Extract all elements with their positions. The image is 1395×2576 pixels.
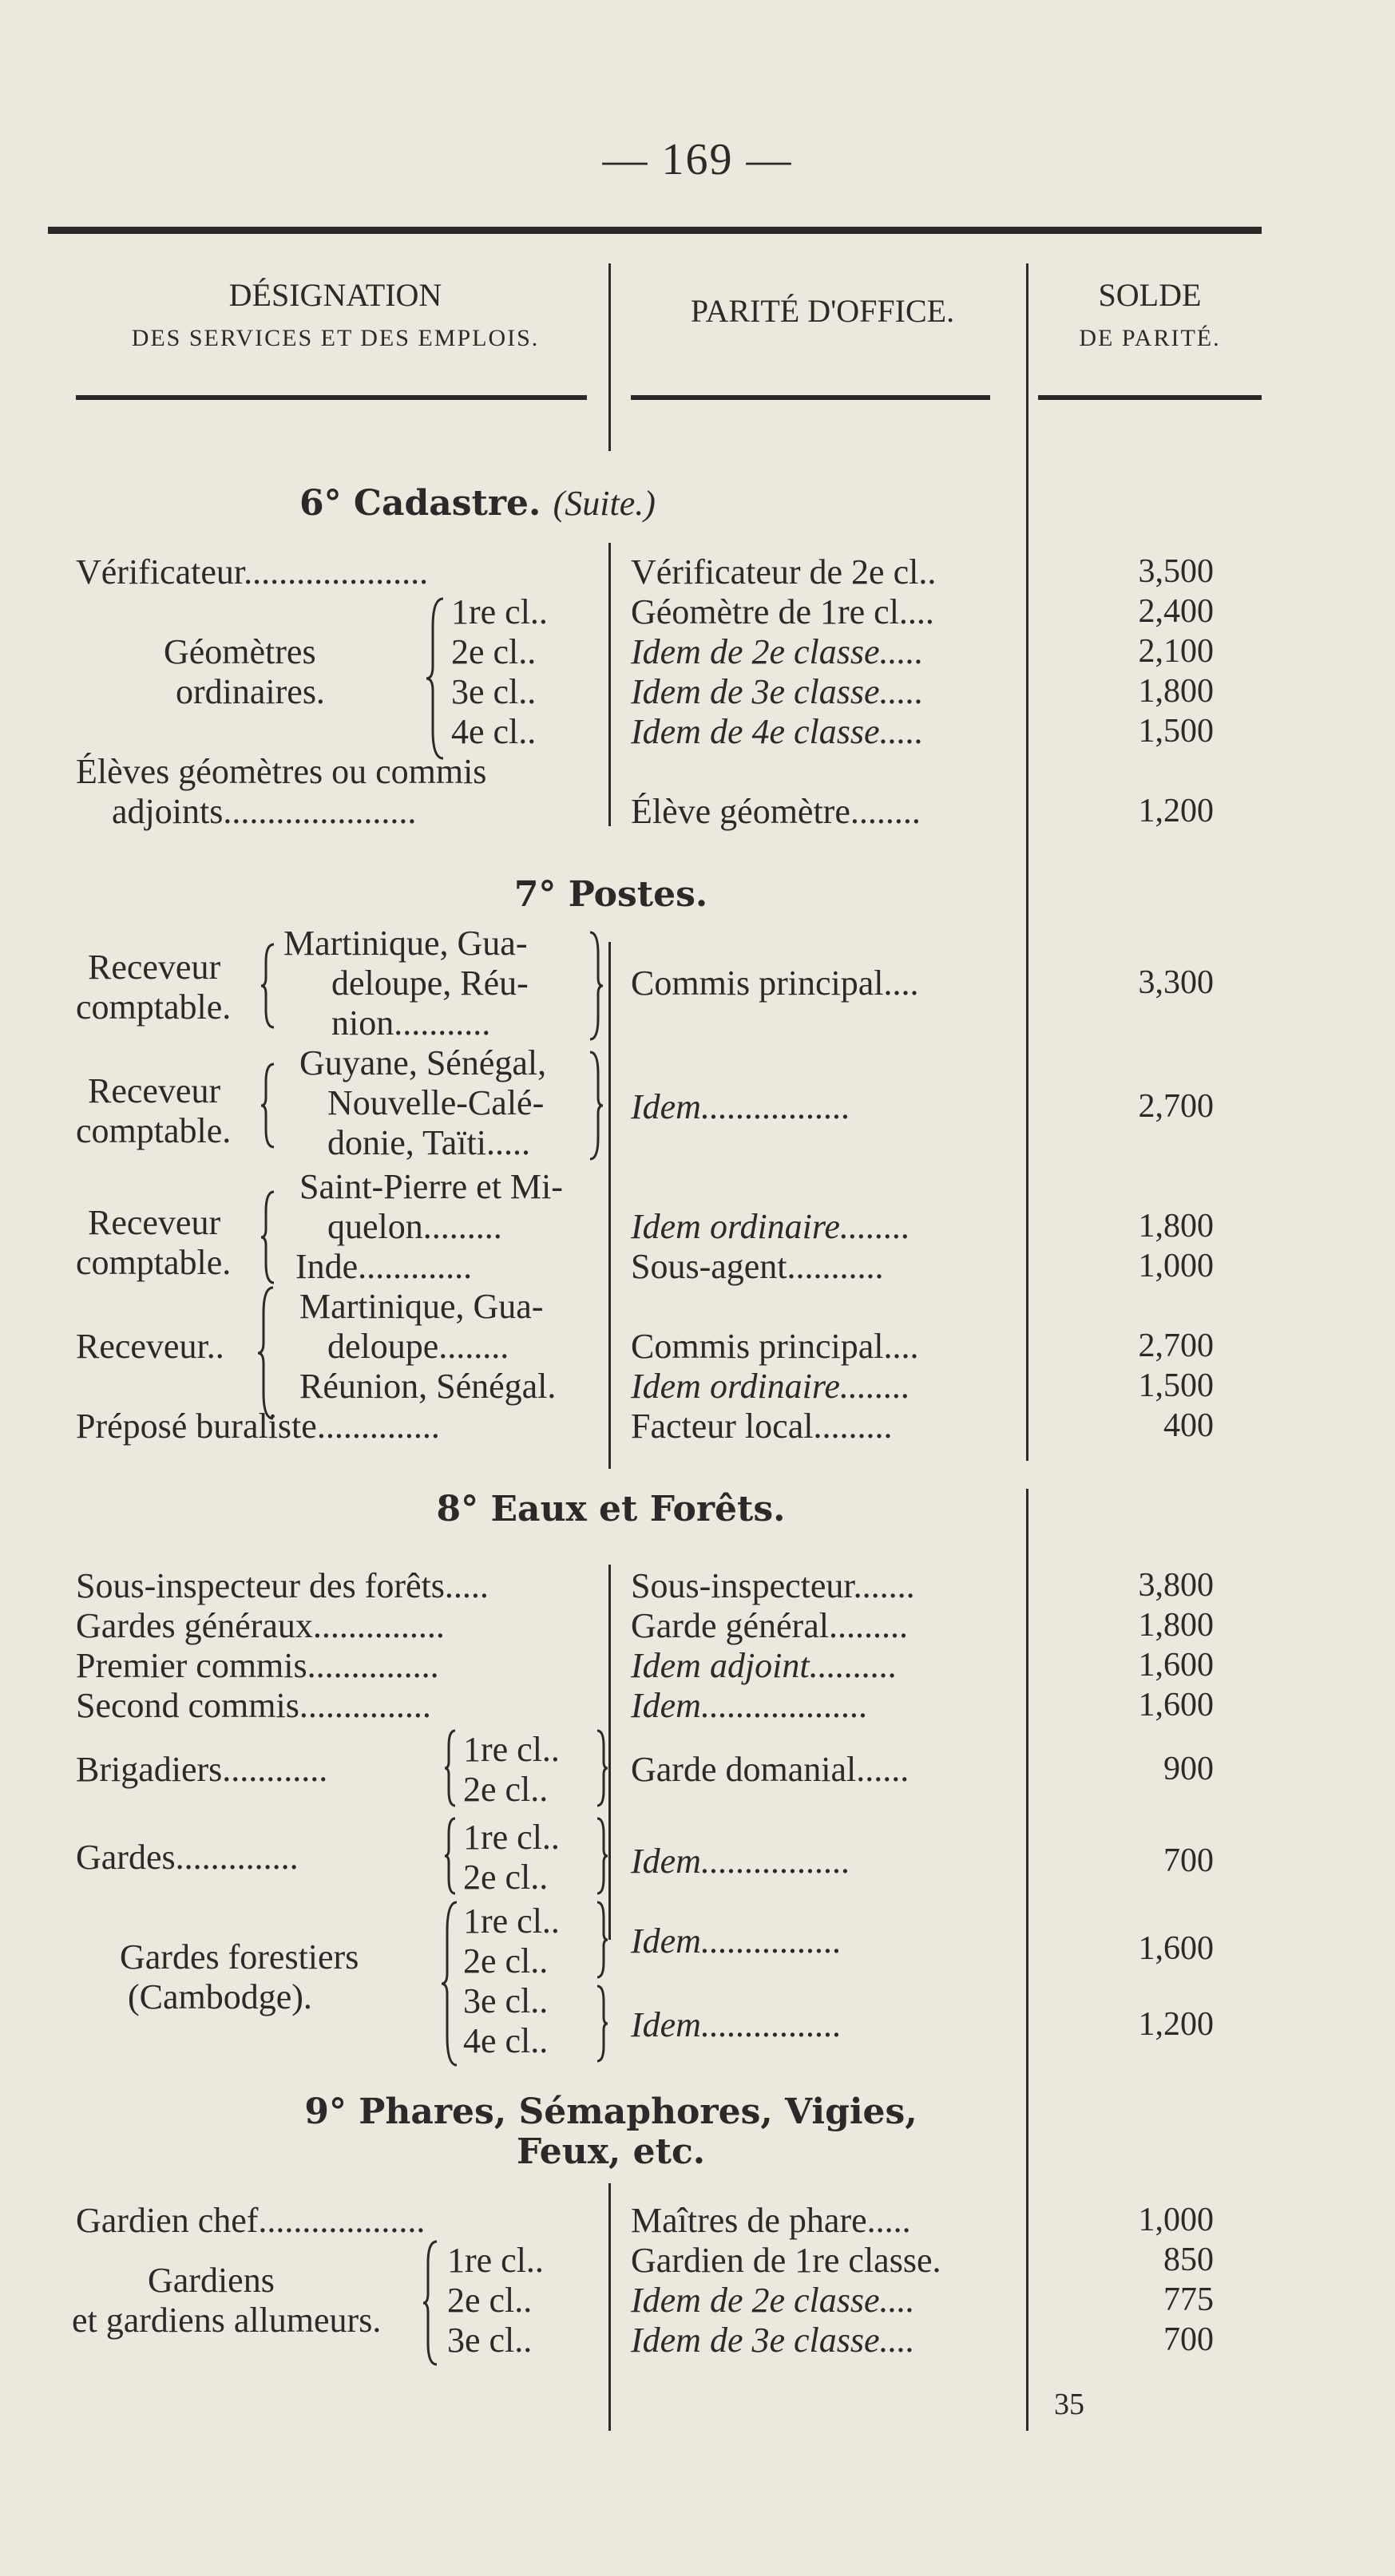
gardien-chef-parite: Maîtres de phare..... xyxy=(631,2201,911,2240)
label-ordinaires: ordinaires. xyxy=(176,672,325,711)
geo-cl3: 3e cl.. xyxy=(451,672,537,711)
rc-c-loc3: Inde............. xyxy=(295,1247,473,1286)
header-rule-2 xyxy=(631,395,990,400)
row-eleves-line2: adjoints...................... xyxy=(112,792,417,831)
value-prepose: 400 xyxy=(1163,1407,1214,1444)
brace-rc-c xyxy=(260,1189,277,1285)
geo3-parite: Idem de 3e classe..... xyxy=(631,672,924,711)
gardes-cl1: 1re cl.. xyxy=(463,1818,560,1857)
value-geo1: 2,400 xyxy=(1138,593,1214,630)
gardiens-cl1: 1re cl.. xyxy=(447,2241,544,2280)
rc-a-loc2: deloupe, Réu- xyxy=(331,964,529,1003)
section-8-title: 8° Eaux et Forêts. xyxy=(436,1489,786,1529)
value-brigadiers: 900 xyxy=(1163,1751,1214,1787)
geo2-parite: Idem de 2e classe..... xyxy=(631,632,924,671)
row-brigadiers: Brigadiers............ xyxy=(76,1750,328,1789)
value-geo4: 1,500 xyxy=(1138,713,1214,750)
gardes-generaux-parite: Garde général......... xyxy=(631,1606,908,1645)
page-number: — 169 — xyxy=(602,135,793,184)
rec-parite1: Commis principal.... xyxy=(631,1327,919,1366)
section-6-name: 6° Cadastre. xyxy=(299,483,541,524)
geo4-parite: Idem de 4e classe..... xyxy=(631,712,924,751)
value-rc-b: 2,700 xyxy=(1138,1088,1214,1125)
brace-gf xyxy=(439,1900,460,2068)
rc-a-parite: Commis principal.... xyxy=(631,964,919,1003)
value-gardes-generaux: 1,800 xyxy=(1138,1607,1214,1644)
row-verificateur: Vérificateur..................... xyxy=(76,552,429,592)
header-designation xyxy=(80,275,591,355)
second-commis-parite: Idem................... xyxy=(631,1686,868,1725)
row-premier-commis: Premier commis............... xyxy=(76,1646,439,1685)
geo1-parite: Géomètre de 1re cl.... xyxy=(631,592,934,631)
row-eleves-line1: Élèves géomètres ou commis xyxy=(76,752,487,791)
gf-label2: (Cambodge). xyxy=(128,1977,312,2016)
brace-rc-a xyxy=(260,942,277,1030)
value-rec1: 2,700 xyxy=(1138,1328,1214,1364)
section-6-title xyxy=(299,483,656,524)
prepose-parite: Facteur local......... xyxy=(631,1407,893,1446)
header-solde-line1: SOLDE xyxy=(1098,277,1202,313)
rc-b-label2: comptable. xyxy=(76,1111,232,1150)
row-prepose: Préposé buraliste.............. xyxy=(76,1407,440,1446)
header-solde xyxy=(1030,275,1270,355)
gardien1-parite: Gardien de 1re classe. xyxy=(631,2241,941,2280)
header-designation-line1: DÉSIGNATION xyxy=(228,277,442,313)
value-gardien2: 775 xyxy=(1163,2281,1214,2318)
row-gardien-chef: Gardien chef................... xyxy=(76,2201,426,2240)
gf-cl4: 4e cl.. xyxy=(463,2021,549,2060)
brace-geometres xyxy=(423,595,447,762)
gardiens-label1: Gardiens xyxy=(148,2261,275,2300)
eleves-parite: Élève géomètre........ xyxy=(631,792,921,831)
col-sep-1e xyxy=(608,2183,611,2431)
header-parite: PARITÉ D'OFFICE. xyxy=(690,293,955,329)
rc-c-parite2: Sous-agent........... xyxy=(631,1247,884,1286)
rc-b-loc2: Nouvelle-Calé- xyxy=(327,1083,545,1122)
rc-b-loc1: Guyane, Sénégal, xyxy=(299,1043,547,1082)
rc-c-label1: Receveur xyxy=(88,1203,221,1242)
brace-brigadiers-right xyxy=(595,1728,609,1808)
gf-cl1: 1re cl.. xyxy=(463,1901,560,1941)
col-sep-1a xyxy=(608,263,611,451)
brace-rc-b-right xyxy=(587,1050,604,1161)
rc-a-loc3: nion........... xyxy=(331,1003,491,1043)
rec-label: Receveur.. xyxy=(76,1327,224,1366)
header-solde-line2: DE PARITÉ. xyxy=(1079,325,1221,351)
gardiens-cl3: 3e cl.. xyxy=(447,2321,533,2360)
value-gardes: 700 xyxy=(1163,1842,1214,1879)
row-verificateur-parite: Vérificateur de 2e cl.. xyxy=(631,552,937,592)
section-6-suffix: (Suite.) xyxy=(553,484,656,523)
value-rc-c1: 1,800 xyxy=(1138,1208,1214,1244)
premier-commis-parite xyxy=(631,1648,898,1684)
rc-c-loc1: Saint-Pierre et Mi- xyxy=(299,1167,563,1206)
brace-rc-b xyxy=(260,1062,277,1150)
row-sous-inspecteur: Sous-inspecteur des forêts..... xyxy=(76,1566,489,1605)
value-gardien-chef: 1,000 xyxy=(1138,2202,1214,2238)
row-second-commis: Second commis............... xyxy=(76,1686,431,1725)
section-9-title-line2: Feux, etc. xyxy=(516,2131,706,2172)
row-gardes-generaux: Gardes généraux............... xyxy=(76,1606,445,1645)
gardiens-cl2: 2e cl.. xyxy=(447,2281,533,2320)
rc-c-parite1: Idem ordinaire........ xyxy=(631,1207,910,1246)
header-rule-1 xyxy=(76,395,587,400)
value-rc-a: 3,300 xyxy=(1138,964,1214,1001)
gardien2-parite: Idem de 2e classe.... xyxy=(631,2281,915,2320)
row-gardes: Gardes.............. xyxy=(76,1838,299,1877)
value-gardien3: 700 xyxy=(1163,2321,1214,2358)
value-verificateur: 3,500 xyxy=(1138,553,1214,590)
premier-commis-parite-text: Idem adjoint.......... xyxy=(631,1646,898,1685)
brig-cl1: 1re cl.. xyxy=(463,1730,560,1769)
gf-parite1: Idem................ xyxy=(631,1921,842,1961)
gardien3-parite: Idem de 3e classe.... xyxy=(631,2321,915,2360)
rec-loc1: Martinique, Gua- xyxy=(299,1287,544,1326)
rc-b-parite: Idem................. xyxy=(631,1087,850,1126)
value-eleve: 1,200 xyxy=(1138,793,1214,829)
brace-brigadiers xyxy=(443,1728,458,1808)
brace-rec xyxy=(256,1285,278,1421)
rc-b-label1: Receveur xyxy=(88,1071,221,1110)
value-gardien1: 850 xyxy=(1163,2242,1214,2278)
value-sous-inspecteur: 3,800 xyxy=(1138,1567,1214,1604)
value-gf1: 1,600 xyxy=(1138,1930,1214,1967)
header-rule-3 xyxy=(1038,395,1262,400)
brace-rc-a-right xyxy=(587,930,604,1042)
gf-parite2: Idem................ xyxy=(631,2005,842,2044)
value-premier-commis: 1,600 xyxy=(1138,1647,1214,1684)
brig-cl2: 2e cl.. xyxy=(463,1770,549,1809)
gf-cl3: 3e cl.. xyxy=(463,1981,549,2020)
value-second-commis: 1,600 xyxy=(1138,1687,1214,1723)
brace-gardes xyxy=(443,1816,458,1896)
rc-b-loc3: donie, Taïti..... xyxy=(327,1123,530,1162)
value-geo2: 2,100 xyxy=(1138,633,1214,670)
gardes-cl2: 2e cl.. xyxy=(463,1858,549,1897)
gf-label1: Gardes forestiers xyxy=(120,1937,359,1977)
gf-cl2: 2e cl.. xyxy=(463,1941,549,1980)
brace-gardiens xyxy=(421,2239,440,2367)
brace-gardes-right xyxy=(595,1816,609,1896)
geo-cl1: 1re cl.. xyxy=(451,592,548,631)
rc-a-label2: comptable. xyxy=(76,987,232,1027)
col-sep-1b xyxy=(608,543,611,826)
footer-mark: 35 xyxy=(1054,2388,1084,2421)
rc-a-label1: Receveur xyxy=(88,948,221,987)
header-designation-line2: DES SERVICES ET DES EMPLOIS. xyxy=(131,325,540,351)
brace-gf-right2 xyxy=(595,1984,609,2064)
rc-c-loc2: quelon......... xyxy=(327,1207,502,1246)
brigadiers-parite: Garde domanial...... xyxy=(631,1750,910,1789)
value-geo3: 1,800 xyxy=(1138,673,1214,710)
rec-loc3: Réunion, Sénégal. xyxy=(299,1367,557,1406)
label-geometres: Géomètres xyxy=(164,632,316,671)
rec-parite2: Idem ordinaire........ xyxy=(631,1367,910,1406)
value-rc-c2: 1,000 xyxy=(1138,1248,1214,1284)
sous-inspecteur-parite: Sous-inspecteur....... xyxy=(631,1566,915,1605)
geo-cl4: 4e cl.. xyxy=(451,712,537,751)
col-sep-1c xyxy=(608,942,611,1469)
top-rule xyxy=(48,227,1262,234)
gardes-parite: Idem................. xyxy=(631,1842,850,1881)
rc-c-label2: comptable. xyxy=(76,1243,232,1282)
gardiens-label2: et gardiens allumeurs. xyxy=(72,2301,382,2340)
geo-cl2: 2e cl.. xyxy=(451,632,537,671)
rec-loc2: deloupe........ xyxy=(327,1327,509,1366)
section-9-title-line1: 9° Phares, Sémaphores, Vigies, xyxy=(304,2091,917,2132)
section-7-title: 7° Postes. xyxy=(513,874,708,915)
brace-gf-right1 xyxy=(595,1900,609,1980)
rc-a-loc1: Martinique, Gua- xyxy=(283,924,528,963)
value-rec2: 1,500 xyxy=(1138,1367,1214,1404)
value-gf2: 1,200 xyxy=(1138,2006,1214,2043)
